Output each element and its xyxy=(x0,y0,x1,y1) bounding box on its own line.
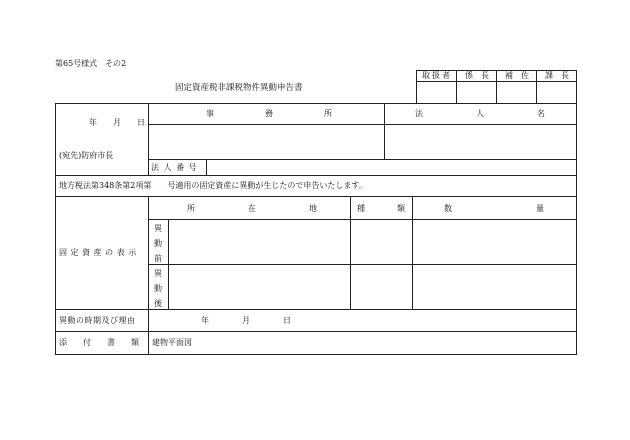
approval-header-handler: 取扱者 xyxy=(422,71,452,80)
type-header xyxy=(357,204,405,214)
office-label-char: 所 xyxy=(324,109,332,118)
corp-name-label xyxy=(415,109,545,119)
change-year-label: 年 xyxy=(201,316,209,325)
change-date xyxy=(201,316,291,326)
office-label-char: 務 xyxy=(265,109,273,118)
after-label-char: 後 xyxy=(154,299,162,308)
recipient: (宛先)防府市長 xyxy=(59,151,114,160)
location-header-char: 地 xyxy=(309,204,317,213)
change-day-label: 日 xyxy=(283,316,291,325)
before-label-char: 異 xyxy=(154,224,162,233)
corp-number-label: 法 人 番 号 xyxy=(151,163,198,172)
corp-name-label-char: 名 xyxy=(537,109,545,118)
quantity-header xyxy=(444,204,544,214)
form-number: 第65号様式 その2 xyxy=(55,59,127,68)
after-label-char: 異 xyxy=(154,269,162,278)
corp-name-label-char: 人 xyxy=(476,109,484,118)
type-header-char: 種 xyxy=(357,204,365,213)
location-header-char: 在 xyxy=(248,204,256,213)
quantity-header-char: 量 xyxy=(536,204,544,213)
declaration-text: 地方税法第348条第2項第 号適用の固定資産に異動が生じたので申告いたします。 xyxy=(59,181,367,190)
before-change-label xyxy=(153,223,163,268)
location-header xyxy=(187,204,317,214)
change-month-label: 月 xyxy=(242,316,250,325)
quantity-header-char: 数 xyxy=(444,204,452,213)
corp-name-label-char: 法 xyxy=(415,109,423,118)
change-reason-label: 異動の時期及び理由 xyxy=(59,316,136,325)
office-field[interactable] xyxy=(150,126,382,158)
form-title: 固定資産税非課税物件異動申告書 xyxy=(175,83,303,93)
approval-header-chief: 係 長 xyxy=(465,71,489,80)
type-header-char: 類 xyxy=(397,204,405,213)
attachments-label-char: 添 xyxy=(59,338,67,347)
year-label: 年 xyxy=(89,118,97,127)
attachments-label-char: 付 xyxy=(83,338,91,347)
office-label-char: 事 xyxy=(206,109,214,118)
before-label-char: 前 xyxy=(154,254,162,263)
before-label-char: 動 xyxy=(154,239,162,248)
corp-number-field[interactable] xyxy=(208,161,574,174)
after-change-label xyxy=(153,268,163,313)
attachments-label-char: 類 xyxy=(131,338,139,347)
date-label xyxy=(89,118,145,128)
asset-section-label: 固 定 資 産 の 表 示 xyxy=(59,248,137,257)
approval-header-assistant: 補 佐 xyxy=(505,71,529,80)
attachments-label-char: 書 xyxy=(107,338,115,347)
approval-header-manager: 課 長 xyxy=(545,71,569,80)
office-label xyxy=(206,109,332,119)
month-label: 月 xyxy=(113,118,121,127)
day-label: 日 xyxy=(137,118,145,127)
corp-name-field[interactable] xyxy=(386,126,574,158)
attachments-label xyxy=(59,338,139,348)
location-header-char: 所 xyxy=(187,204,195,213)
attachments-value: 建物平面図 xyxy=(152,338,192,347)
after-label-char: 動 xyxy=(154,284,162,293)
